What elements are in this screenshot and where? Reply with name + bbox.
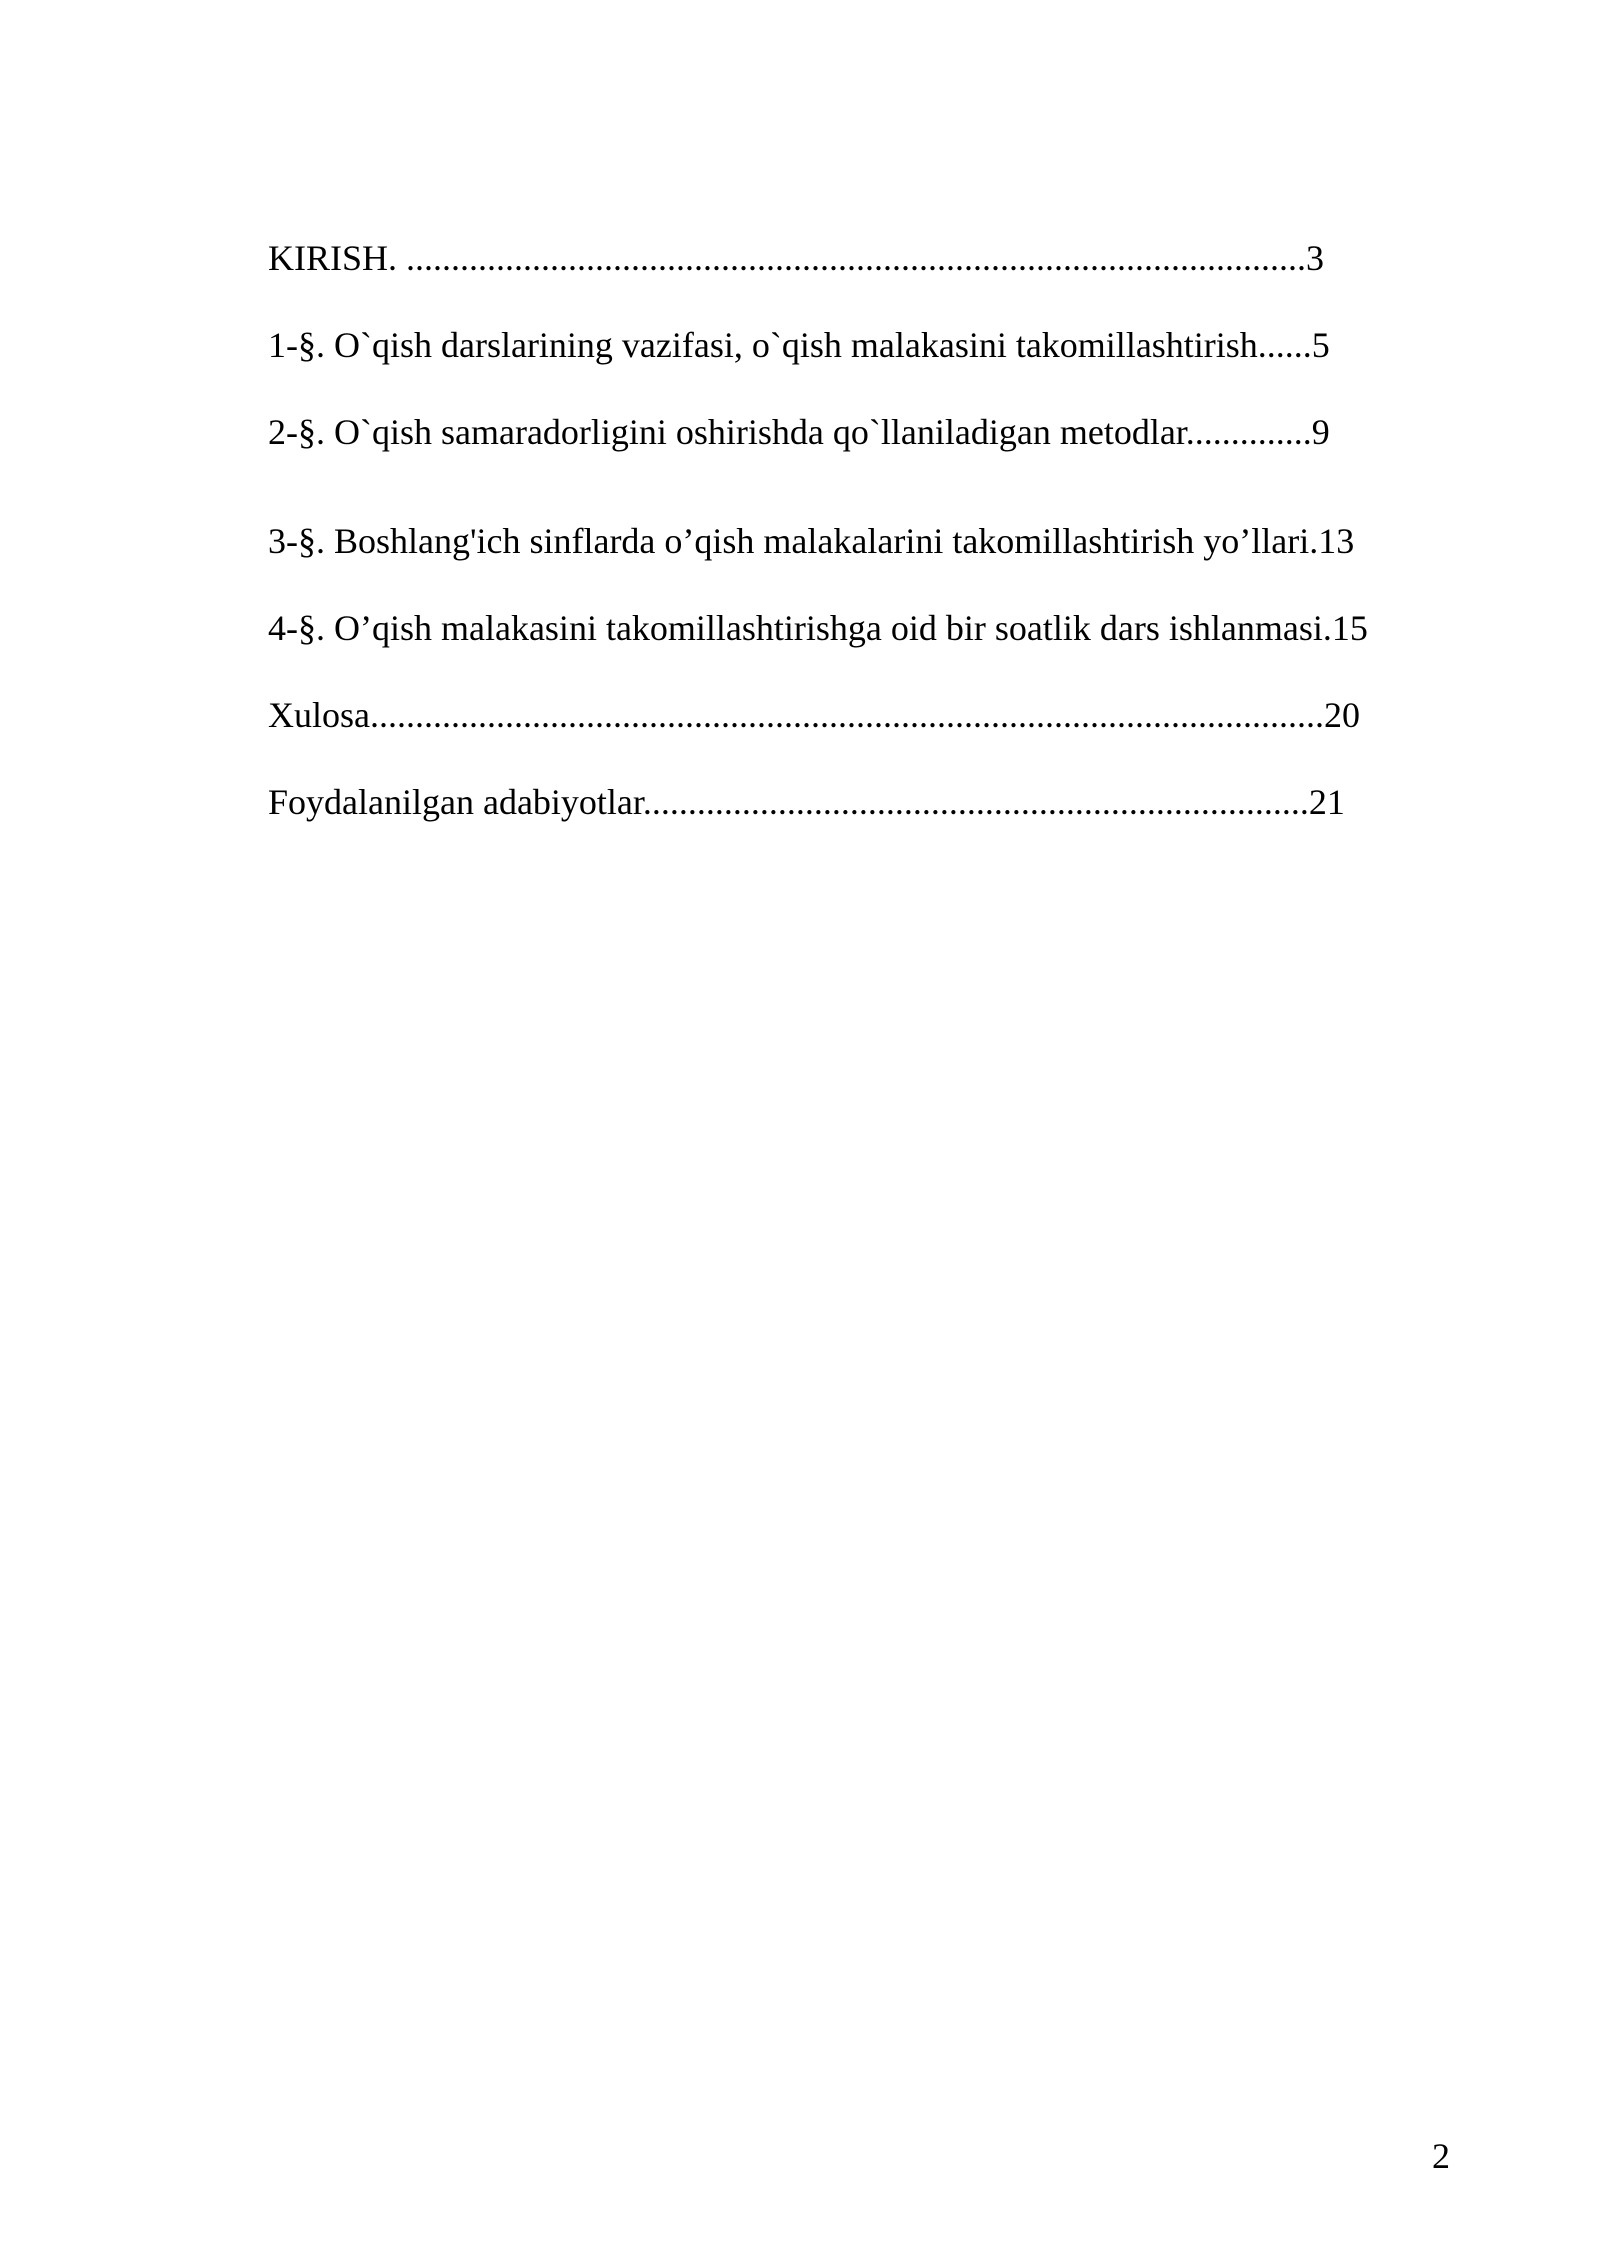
toc-entry-section-3: 3-§. Boshlang'ich sinflarda o’qish malakalarini takomillashtirish yo’llari.13 bbox=[268, 521, 1355, 561]
toc-entry-references: Foydalanilgan adabiyotlar..........................................................................21 bbox=[268, 782, 1345, 822]
page-number: 2 bbox=[1432, 2136, 1450, 2176]
toc-entry-section-4: 4-§. O’qish malakasini takomillashtirishga oid bir soatlik dars ishlanmasi.15 bbox=[268, 608, 1368, 648]
toc-entry-xulosa: Xulosa..........................................................................................................20 bbox=[268, 695, 1360, 735]
toc-entry-kirish: KIRISH. ....................................................................................................3 bbox=[268, 238, 1325, 278]
toc-entry-section-2: 2-§. O`qish samaradorligini oshirishda qo`llaniladigan metodlar..............9 bbox=[268, 412, 1330, 452]
table-of-contents bbox=[268, 232, 1438, 828]
toc-entry-section-1: 1-§. O`qish darslarining vazifasi, o`qish malakasini takomillashtirish......5 bbox=[268, 325, 1330, 365]
